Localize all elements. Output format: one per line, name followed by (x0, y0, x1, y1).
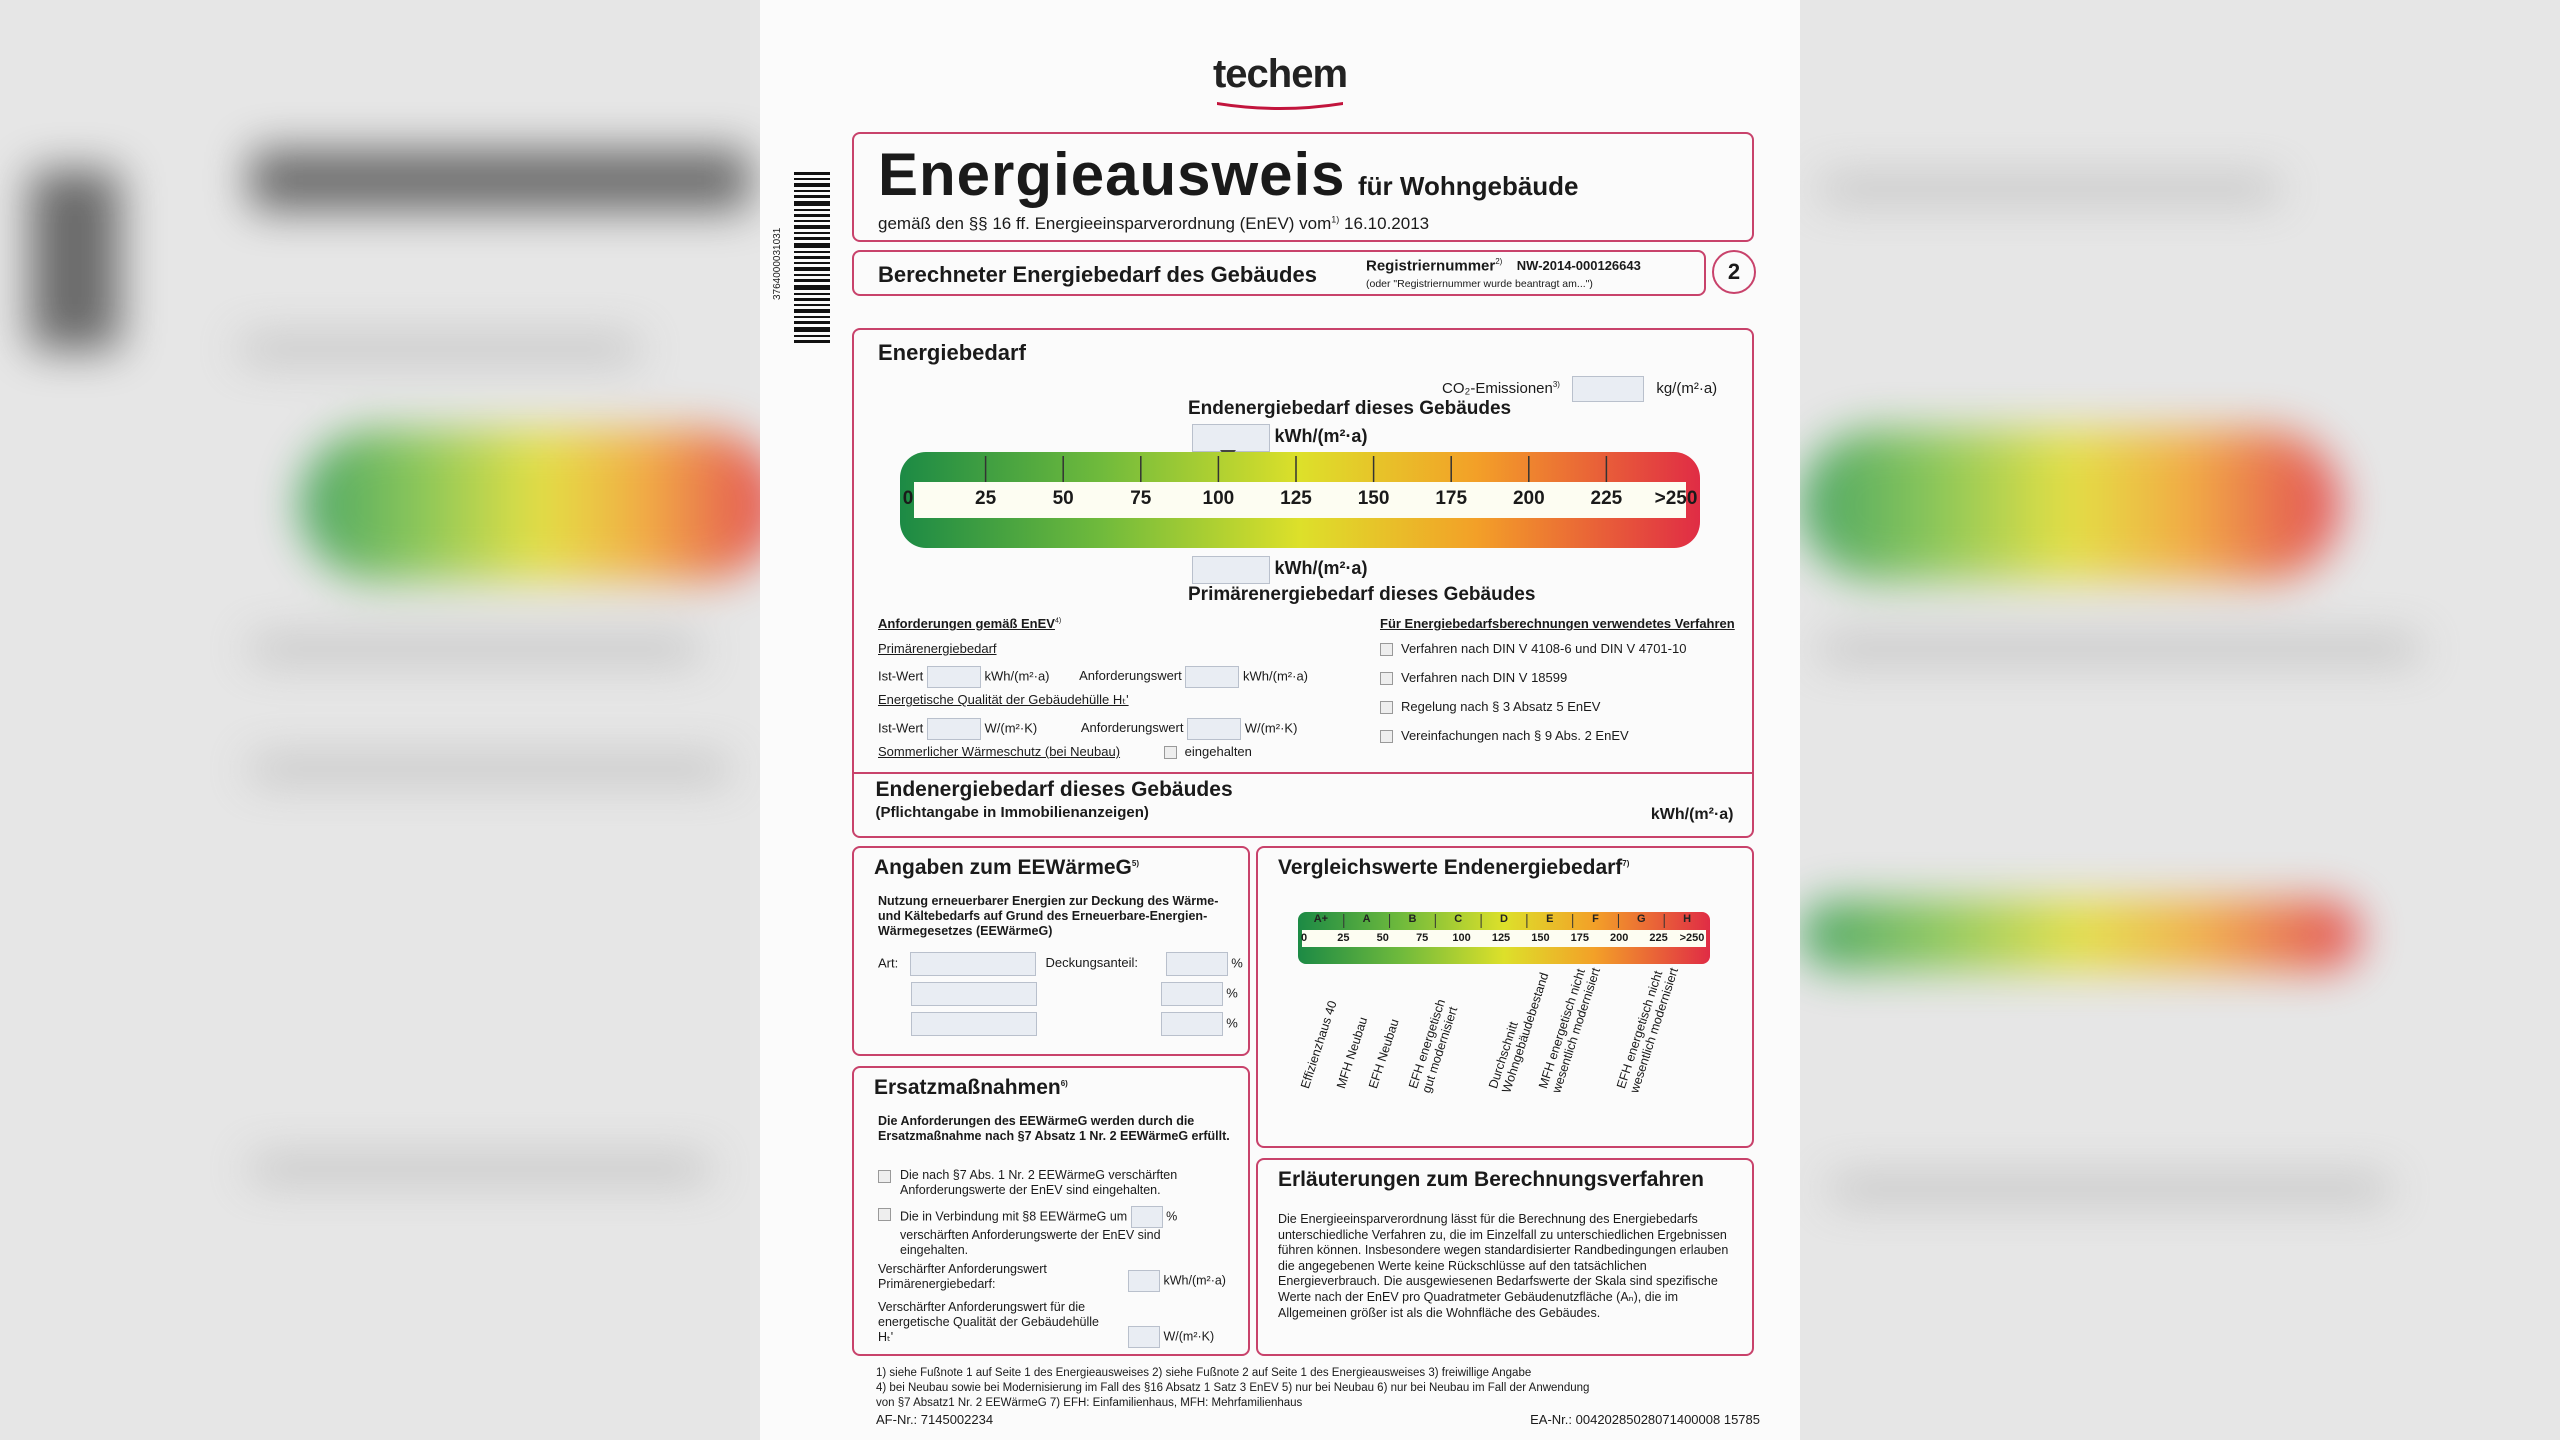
ersatz-option-1-checkbox[interactable] (878, 1170, 891, 1183)
requirements-section (878, 616, 1309, 759)
endenergie-input[interactable] (1192, 424, 1270, 452)
vergleich-scale-label: 175 (1570, 932, 1589, 944)
scale-label: 0 (902, 488, 914, 509)
vergleich-scale-label: 125 (1491, 932, 1511, 944)
procedure-item-4[interactable] (1380, 728, 1750, 743)
vergleich-class-label: H (1683, 913, 1692, 925)
sommer-label: Sommerlicher Wärmeschutz (bei Neubau) (878, 744, 1121, 759)
procedure-item-1[interactable] (1380, 641, 1750, 656)
ersatz-description: Die Anforderungen des EEWärmeG werden durch die Ersatzmaßnahme nach §7 Absatz 1 Nr. 2 EEWärmeG erfüllt. (878, 1114, 1230, 1143)
eewaerme-footnote: 5) (1131, 859, 1140, 868)
vergleich-class-label: A+ (1313, 913, 1329, 925)
ersatz-verschaerft-prim-unit: kWh/(m²·a) (1163, 1273, 1226, 1288)
ersatz-option-2[interactable] (878, 1206, 1228, 1258)
endenergie-label: Endenergiebedarf dieses Gebäudes (1188, 398, 1512, 419)
endenergie-box-subtitle: (Pflichtangabe in Immobilienanzeigen) (875, 804, 1149, 821)
anf-wert-huelle-unit: W/(m²·K) (1244, 720, 1298, 736)
ist-wert-label-2: Ist-Wert (878, 720, 924, 736)
ersatz-option-2-checkbox[interactable] (878, 1208, 891, 1221)
document-title-suffix: für Wohngebäude (1358, 171, 1579, 201)
ersatz-box (852, 1066, 1250, 1356)
ersatz-verschaerft-huelle-input[interactable] (1128, 1326, 1160, 1348)
requirements-prim-heading: Primärenergiebedarf (878, 641, 997, 656)
ist-wert-prim-input[interactable] (927, 666, 981, 688)
ersatz-verschaerft-huelle-unit: W/(m²·K) (1163, 1329, 1215, 1344)
ersatz-pct-unit: % (1166, 1209, 1178, 1224)
vergleich-reference-label: EFH energetisch gut modernisiert (1406, 997, 1461, 1095)
vergleich-class-label: E (1546, 913, 1554, 925)
vergleich-title: Vergleichswerte Endenergiebedarf (1278, 856, 1623, 879)
brand-logo: techem (760, 52, 1800, 97)
eewaerme-deckung-input-3[interactable] (1161, 1012, 1223, 1036)
procedures-section (1380, 616, 1750, 743)
registration-label: Registriernummer (1366, 257, 1496, 275)
procedure-label: Verfahren nach DIN V 4108-6 und DIN V 4701-10 (1401, 641, 1687, 656)
ea-number: EA-Nr.: 00420285028071400008 15785 (1530, 1412, 1760, 1427)
ersatz-option-2-label-b: verschärften Anforderungswerte der EnEV sind eingehalten. (900, 1228, 1161, 1257)
energiebedarf-box (852, 328, 1754, 838)
vergleich-class-label: F (1592, 913, 1599, 925)
procedure-label: Regelung nach § 3 Absatz 5 EnEV (1401, 699, 1601, 715)
vergleich-scale-label: 150 (1531, 932, 1550, 944)
scale-label: 50 (1052, 488, 1074, 509)
eewaerme-pct-3: % (1226, 1015, 1238, 1031)
procedure-checkbox[interactable] (1380, 643, 1393, 656)
ersatz-verschaerft-prim-label: Verschärfter Anforderungswert Primärenergiebedarf: (878, 1262, 1047, 1291)
vergleich-reference-label: Durchschnitt Wohngebäudebestand (1486, 970, 1552, 1095)
scale-label: 125 (1280, 488, 1312, 509)
registration-footnote: 2) (1495, 257, 1503, 266)
primaer-unit: kWh/(m²·a) (1274, 558, 1368, 579)
anf-wert-prim-unit: kWh/(m²·a) (1243, 668, 1309, 684)
af-number: AF-Nr.: 7145002234 (876, 1412, 994, 1427)
footer-notes (876, 1366, 1756, 1411)
vergleich-footnote: 7) (1622, 859, 1630, 868)
vergleich-scale-label: 200 (1610, 932, 1629, 944)
ist-wert-huelle-unit: W/(m²·K) (984, 720, 1038, 736)
document-title: Energieausweis (878, 141, 1346, 208)
erlaeuterung-title: Erläuterungen zum Berechnungsverfahren (1278, 1168, 1704, 1191)
vergleich-reference-label: Effizienzhaus 40 (1298, 998, 1340, 1091)
eewaerme-deckung-input-2[interactable] (1161, 982, 1223, 1006)
eewaerme-deckung-label: Deckungsanteil: (1045, 955, 1138, 971)
vergleich-scale-label: >250 (1679, 932, 1705, 944)
endenergie-box-title: Endenergiebedarf dieses Gebäudes (875, 778, 1233, 801)
subtitle-footnote: 1) (1331, 214, 1340, 225)
eingehalten-label: eingehalten (1184, 744, 1252, 759)
scale-label: 225 (1590, 488, 1623, 509)
co2-label: CO₂-Emissionen (1442, 379, 1553, 397)
section-title: Berechneter Energiebedarf des Gebäudes (878, 262, 1317, 287)
registration-number: NW-2014-000126643 (1516, 258, 1641, 274)
vergleich-reference-label: MFH energetisch nicht wesentlich modernisiert (1536, 966, 1603, 1095)
requirements-title: Anforderungen gemäß EnEV (878, 616, 1055, 631)
ersatz-title: Ersatzmaßnahmen (874, 1076, 1061, 1099)
vergleich-scale-label: 100 (1452, 932, 1471, 944)
vergleich-box (1256, 846, 1754, 1148)
vergleich-reference-label: MFH Neubau (1334, 1015, 1371, 1091)
scale-label: 200 (1512, 488, 1545, 509)
primaer-input[interactable] (1192, 556, 1270, 584)
subtitle-date: 16.10.2013 (1344, 214, 1430, 233)
ersatz-option-1[interactable] (878, 1168, 1228, 1198)
ist-wert-huelle-input[interactable] (927, 718, 981, 740)
page-number-badge: 2 (1712, 250, 1756, 294)
ersatz-verschaerft-prim-input[interactable] (1128, 1270, 1160, 1292)
vergleich-class-label: C (1454, 913, 1463, 925)
procedures-title: Für Energiebedarfsberechnungen verwendetes Verfahren (1380, 616, 1735, 631)
barcode-number: 3764000031031 (772, 227, 783, 300)
endenergie-box-unit: kWh/(m²·a) (1650, 806, 1734, 823)
endenergie-unit: kWh/(m²·a) (1274, 426, 1368, 447)
scale-label: 25 (975, 488, 997, 509)
scale-label: 75 (1130, 488, 1152, 509)
erlaeuterung-text: Die Energieeinsparverordnung lässt für die Berechnung des Energiebedarfs unterschiedliche Verfahren zu, die im Einzelfall zu unterschiedlichen Ergebnissen führen können. Insbesondere wegen standardisierter Randbedingungen erlauben die angegebenen Werte keine Rückschlüsse auf den tatsächlichen Energieverbrauch. Die ausgewiesenen Bedarfswerte der Skala sind spezifische Werte nach der EnEV pro Quadratmeter Gebäudenutzfläche (Aₙ), die im Allgemeinen größer ist als die Wohnfläche des Gebäudes. (1278, 1212, 1729, 1320)
ist-wert-prim-unit: kWh/(m²·a) (984, 668, 1050, 684)
scale-label: 100 (1202, 488, 1235, 509)
vergleich-reference-label: EFH Neubau (1366, 1017, 1402, 1091)
vergleich-scale-label: 225 (1649, 932, 1668, 944)
ersatz-verschaerft-huelle-label: Verschärfter Anforderungswert für die energetische Qualität der Gebäudehülle Hₜ' (878, 1300, 1099, 1344)
procedure-item-3[interactable] (1380, 699, 1750, 714)
eewaerme-title: Angaben zum EEWärmeG (874, 856, 1132, 879)
vergleich-reference-label: EFH energetisch nicht wesentlich modernisiert (1614, 966, 1681, 1095)
vergleich-scale-label: 0 (1300, 932, 1308, 944)
vergleich-scale-label: 25 (1337, 932, 1350, 944)
energy-scale-labels (900, 488, 1700, 518)
eewaerme-art-input-2[interactable] (911, 982, 1037, 1006)
endenergie-box (852, 772, 1754, 840)
ersatz-pct-input[interactable] (1131, 1206, 1163, 1228)
primaer-label: Primärenergiebedarf dieses Gebäudes (1188, 584, 1536, 605)
co2-footnote: 3) (1552, 379, 1560, 389)
procedure-item-2[interactable] (1380, 670, 1750, 685)
anf-wert-huelle-input[interactable] (1187, 718, 1241, 740)
eewaerme-art-label: Art: (878, 955, 899, 971)
vergleich-class-label: A (1362, 913, 1371, 925)
subtitle-text: gemäß den §§ 16 ff. Energieeinsparverordnung (EnEV) vom (878, 214, 1332, 233)
procedure-checkbox[interactable] (1380, 672, 1393, 685)
vergleich-class-label: G (1637, 913, 1646, 925)
procedure-label: Vereinfachungen nach § 9 Abs. 2 EnEV (1401, 728, 1629, 744)
footer-line-3: von §7 Absatz1 Nr. 2 EEWärmeG 7) EFH: Einfamilienhaus, MFH: Mehrfamilienhaus (876, 1397, 1303, 1409)
erlaeuterung-box (1256, 1158, 1754, 1356)
requirements-footnote: 4) (1054, 617, 1062, 625)
eingehalten-checkbox[interactable] (1164, 746, 1177, 759)
scale-label: 150 (1357, 488, 1390, 509)
ist-wert-label: Ist-Wert (878, 668, 924, 684)
procedure-checkbox[interactable] (1380, 701, 1393, 714)
procedure-checkbox[interactable] (1380, 730, 1393, 743)
vergleich-class-label: B (1408, 913, 1417, 925)
section-bar (852, 250, 1706, 296)
procedure-label: Verfahren nach DIN V 18599 (1401, 670, 1568, 686)
eewaerme-art-input-1[interactable] (910, 952, 1036, 976)
ersatz-footnote: 6) (1060, 1079, 1068, 1088)
co2-unit: kg/(m²·a) (1656, 379, 1718, 397)
energiebedarf-title: Energiebedarf (878, 340, 1026, 365)
anf-wert-prim-input[interactable] (1185, 666, 1239, 688)
document-page (760, 0, 1800, 1440)
footer-line-2: 4) bei Neubau sowie bei Modernisierung im Fall des §16 Absatz 1 Satz 3 EnEV 5) nur bei Neubau 6) nur bei Neubau im Fall der Anwendung (876, 1382, 1590, 1394)
requirements-huelle-heading: Energetische Qualität der Gebäudehülle Hₜ' (878, 692, 1129, 707)
logo-swoosh-icon (1215, 98, 1345, 112)
anf-wert-label: Anforderungswert (1079, 668, 1182, 684)
registration-note: (oder "Registriernummer wurde beantragt am...") (1366, 278, 1593, 290)
eewaerme-pct-2: % (1226, 985, 1238, 1001)
co2-input[interactable] (1572, 376, 1644, 402)
barcode (794, 172, 830, 346)
vergleich-scale-label: 50 (1376, 932, 1389, 944)
eewaerme-deckung-input-1[interactable] (1166, 952, 1228, 976)
eewaerme-art-input-3[interactable] (911, 1012, 1037, 1036)
header-box (852, 132, 1754, 242)
vergleich-scale-label: 75 (1416, 932, 1429, 944)
ersatz-option-1-label: Die nach §7 Abs. 1 Nr. 2 EEWärmeG verschärften Anforderungswerte der EnEV sind eingehalten. (900, 1168, 1178, 1197)
ersatz-option-2-label-a: Die in Verbindung mit §8 EEWärmeG um (900, 1209, 1128, 1224)
footer-line-1: 1) siehe Fußnote 1 auf Seite 1 des Energieausweises 2) siehe Fußnote 2 auf Seite 1 des Energieausweises 3) freiwillige Angabe (876, 1367, 1532, 1379)
anf-wert-label-2: Anforderungswert (1080, 720, 1184, 736)
scale-label: 175 (1435, 488, 1468, 509)
eewaerme-pct-1: % (1231, 955, 1243, 971)
vergleich-class-label: D (1500, 913, 1508, 925)
eewaerme-box (852, 846, 1250, 1056)
scale-label: >250 (1654, 488, 1698, 509)
eewaerme-description: Nutzung erneuerbarer Energien zur Deckung des Wärme- und Kältebedarfs auf Grund des Erneuerbare-Energien-Wärmegesetzes (EEWärmeG) (878, 894, 1219, 938)
vergleich-labels (1258, 848, 1756, 1150)
